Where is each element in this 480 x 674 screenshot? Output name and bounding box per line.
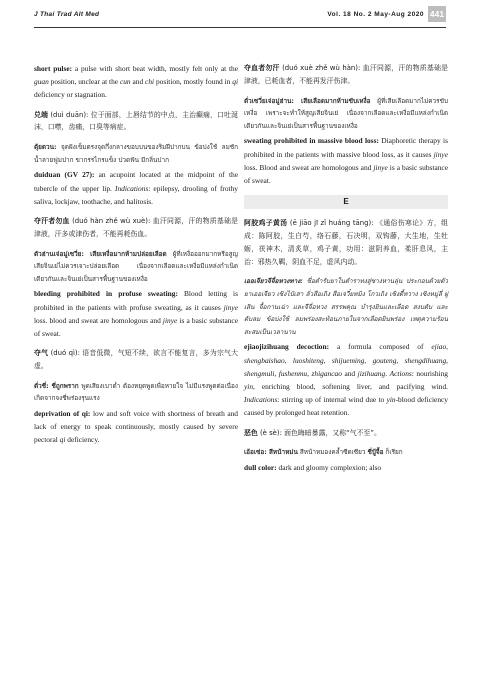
entry-sweating-english [244,134,448,187]
thai-term: ตุ้ยตวน: [34,143,57,152]
definition-text: Diaphoretic therapy is prohibited in the patients with massive blood loss, as it causes [244,136,448,159]
entry-deprivation-english [34,407,238,447]
term-heading: duiduan (GV 27): [34,170,95,180]
thai-definition: ผู้ที่เสียเลือดมากไม่ควรขับเหงื่อ เพราะจะทำให้สูญเสียจินเย่ เนื่องจากเลือดและเหงื่อมีแหล่งกำเนิดเดียวกันและจินเย่เป็นสารพื้นฐานของเหงื่อ [244,96,448,130]
term-italic: jinye [373,162,388,172]
term-italic: chi [145,77,155,87]
indications-label: Indications [244,395,278,405]
chinese-definition: (duì duān): 位于面部，上唇结节的中点，主治癫痫，口吐涎沫，口噤，齿痛，口臭等病症。 [34,110,238,132]
thai-definition: จุดฝังเข็มตรงจุดกึ่งกลางขอบบนของริมฝีปากบน ข้อบ่งใช้ ลมชัก น้ำลายฟูมปาก ขากรรไกรแข็ง ปวดฟัน มีกลิ่นปาก [34,143,238,164]
chinese-term: 兑端 [34,110,49,119]
entry-bleeding-thai [34,248,238,286]
term-italic: yin [244,381,254,391]
entry-duiduan-english [34,168,238,208]
entry-dull-color-english [244,461,448,474]
right-column [244,62,448,481]
ingredient-list: ejiao, shengbaishao, luoshiteng, shijueming, gouteng, shengdihuang, shengmuli, fushenmu, zhigancao [244,342,448,378]
thai-term: เออเจียวจีจื่อหวงทาง: [244,277,303,286]
journal-name: J Thai Trad Alt Med [34,11,100,18]
actions-label: Actions [389,368,412,378]
entry-bleeding-english [34,287,238,340]
chinese-definition: (duó xuè zhě wù hàn): 血汗同源，汗的物质基础是津液，已耗血者，不能再发汗伤津。 [244,64,449,85]
definition-text: . [385,368,390,378]
definition-text: loss. blood and sweat are homologous and [34,315,163,325]
term-italic: guan [34,77,49,87]
definition-text: and [341,368,358,378]
chinese-definition: (duó hàn zhě wù xuè): 血汗同源，汗的物质基础是津液，汗多或津伤者，不能再耗伤血。 [34,217,239,238]
definition-text: loss. Blood and sweat are homologous and [244,162,374,172]
chinese-term: 阿胶鸡子黄汤 [244,219,288,228]
definition-text: and [130,77,146,87]
term-italic: jinye [433,149,448,159]
entry-duiduan-thai [34,141,238,166]
thai-term: ตัวฮ่านเจ่อมู่เซวี่ย: เสียเหงื่อมากห้ามปล่อยเลือด [34,249,167,258]
entry-bleeding-chinese [34,215,238,241]
section-header-e: E [244,195,448,209]
thai-definition: ก็เรียก [383,448,403,457]
thai-definition: พูดเสียงเบาต่ำ ต้องหยุดพูดเพื่อหายใจ ไม่มีแรงพูดต่อเนื่อง เกิดจากจงชี่พร่องรุนแรง [34,381,238,403]
thai-term: ตั่วชี่: ชี่ถูกพราก [34,381,79,390]
term-heading: sweating prohibited in massive blood loss: [244,136,379,146]
chinese-definition: (duó qì): 语音低微，气短不续，欲言不能复言，多为宗气大虚。 [34,349,239,370]
header-rule [34,27,446,28]
definition-text: -blood deficiency caused by prolonged heat retention. [244,395,448,418]
thai-definition: สีหน้าหมองคล้ำซีดเซียว [297,448,368,457]
term-heading: ejiaojizihuang decoction: [244,342,330,352]
definition-text: Blood letting is prohibited in the patients with profuse sweating, as it causes [34,289,238,312]
definition-text: an acupoint located at the midpoint of the tubercle of the upper lip. [34,170,238,193]
entry-sweating-thai [244,95,448,133]
page-header [34,6,446,26]
definition-text: position, mostly found in [154,77,233,87]
definition-text: , enriching blood, softening liver, and pacifying wind. [253,381,448,391]
definition-text: is a basic substance of sweat. [34,315,238,338]
entry-duiduan-chinese [34,109,238,135]
entry-short-pulse [34,62,238,102]
thai-definition: ผู้ที่เหงื่อออกมากหรือสูญเสียจินเย่ไม่ควรเจาะปล่อยเลือด เนื่องจากเลือดและเหงื่อมีแหล่งกำเนิดเดียวกันและจินเย่เป็นสารพื้นฐานของเหงื่อ [34,249,238,283]
chinese-term: 夺汗者勿血 [34,217,70,225]
term-heading: short pulse: [34,64,73,73]
chinese-definition: (ē jiāo jī zǐ huáng tāng): 《通俗伤寒论》方，组成：陈阿胶，生白芍，络石藤，石决明，双钩藤，大生地，生牡蛎，茯神木，清炙草，鸡子黄，功用：滋阴养血，柔肝息风，主治：邪热久羁，阴血不足，虚风内动。 [244,219,448,266]
term-heading: dull color: [244,462,277,472]
chinese-term: 夺气 [34,349,49,358]
chinese-term: 恶色 [244,428,258,437]
entry-deprivation-chinese [34,347,238,373]
entry-ejiao-english [244,340,448,419]
thai-term: ชี่บู้จื้อ [367,448,384,457]
entry-dull-color-thai [244,446,448,459]
indications-label: Indications [115,183,149,193]
definition-text: : nourishing [411,368,448,378]
term-heading: deprivation of qi: [34,408,91,418]
term-italic: yin [386,395,396,405]
definition-text: deficiency or stagnation. [34,90,107,100]
entry-dull-color-chinese [244,427,448,440]
chinese-definition: (è sè): 面色晦暗暴露，又称“气不至”。 [257,428,381,437]
definition-text: : epilepsy, drooling of frothy saliva, lockjaw, toothache, and halitosis. [34,183,239,206]
entry-ejiao-chinese [244,217,448,268]
thai-definition: ชื่อตำรับยาในตำราทงสู่ซางหานลุ่น ประกอบด้วยตัวยาเออเจียว เซิงไป๋เสา ลั่วสือเถิง สือเจวี๋ยหมิง โกวเถิง เซิงตี้หวาง เซิงหมู่ลี่ ฝูเสิน จื้อกานเฉ่า และจีจื่อหวง สรรพคุณ บำรุงยินและเลือด สงบตับ และดับลม ข้อบ่งใช้ ลมพร่องสะท้อนภายในจากเลือดยินพร่อง เหตุความร้อนสะสมเป็นเวลานาน [244,277,448,336]
definition-text: is a basic substance of sweat. [244,162,448,185]
term-heading: bleeding prohibited in profuse sweating: [34,289,178,299]
page-number: 441 [428,6,446,22]
definition-text: low and soft voice with shortness of breath and lack of energy to speak continuously, mostly caused by severe pectoral [34,408,238,445]
definition-text: position, unclear at the [48,77,120,87]
term-italic: qi [59,435,66,445]
term-italic: jizihuang [357,368,386,378]
chinese-term: 夺血者勿汗 [244,64,280,72]
definition-text: a formula composed of [329,342,432,352]
entry-deprivation-thai [34,380,238,405]
term-italic: jinye [223,302,238,312]
issue-info: Vol. 18 No. 2 May-Aug 2020 [327,11,424,18]
term-italic: cun [119,77,131,87]
term-italic: qi [232,77,238,87]
thai-term: เอ้อเซ่อ: สีหน้าหม่น [244,448,298,457]
definition-text: dark and gloomy complexion; also [276,462,382,472]
term-italic: jinye [162,315,178,325]
definition-text: deficiency. [65,435,100,445]
definition-text: : stirring up of internal wind due to [277,395,387,405]
entry-sweating-chinese [244,62,448,88]
thai-term: ตั่วเซวี่ยเจ่อมู่ฮ่าน: เสียเลือดมากห้ามขับเหงื่อ [244,96,371,105]
entry-ejiao-thai [244,275,448,338]
left-column [34,62,238,454]
definition-text: a pulse with short beat width, mostly felt only at the [72,64,238,73]
